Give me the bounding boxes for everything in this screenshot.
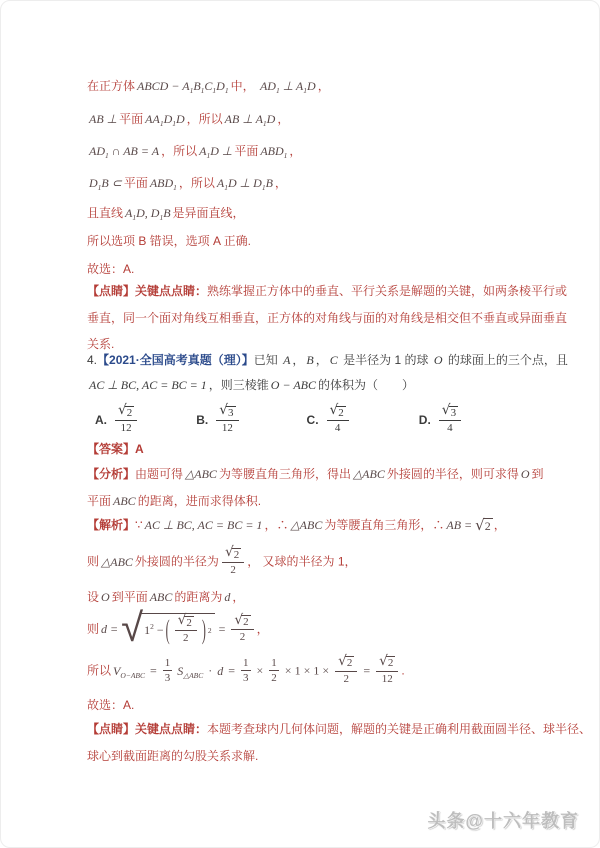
chinese-text: 中， [230, 79, 258, 93]
chinese-text: 本题考查球内几何体问题，解题的关键是正确利用截面圆半径、球半径、 [207, 721, 592, 736]
text-line-7 [87, 284, 568, 299]
chinese-text: 的距离为 [174, 590, 223, 605]
math-upright-text: 4 [334, 422, 341, 435]
chinese-text: 已知 [253, 353, 282, 367]
chinese-text: ， [292, 353, 305, 367]
math-upright-text: = [225, 663, 239, 678]
math-upright-text: 12 [221, 422, 233, 435]
math-text: $ABD_1$ [260, 144, 288, 160]
fraction-denominator [335, 672, 357, 685]
option-letter: A [135, 442, 144, 457]
subscript: 1 [224, 183, 229, 192]
text-line-12 [87, 402, 549, 435]
math-text: ABCD − $A_1B_1C_1D_1$ [137, 79, 229, 95]
math-text: AB ⊥ [89, 112, 118, 126]
math-text: d [217, 663, 224, 678]
fraction-denominator [231, 630, 253, 643]
chinese-text: ，所以 [178, 176, 215, 190]
fraction [241, 657, 251, 684]
text-line-4 [87, 206, 549, 221]
chinese-text: 4. [87, 353, 98, 367]
fraction-numerator [115, 402, 137, 421]
math-text: ABC [149, 590, 173, 605]
fraction-denominator [175, 631, 197, 644]
fraction [376, 653, 398, 685]
math-upright-text: 1 [243, 656, 249, 669]
fraction [269, 657, 279, 684]
chinese-text: 为等腰直角三角形，∴ [324, 518, 445, 533]
fraction-denominator [163, 671, 173, 684]
math-text: △ABC [290, 518, 323, 533]
chinese-text: 平面 [87, 494, 112, 509]
superscript: 2 [150, 622, 154, 632]
fraction [231, 611, 253, 644]
fraction-numerator [231, 611, 253, 631]
square-root [118, 402, 134, 419]
fraction-denominator [115, 421, 137, 434]
radical-sign-icon: √ [379, 653, 388, 670]
math-text: $AD_1$ ⊥ $A_1D$ [259, 79, 316, 95]
radical-sign-icon: √ [338, 653, 347, 670]
text-line-5 [87, 234, 549, 249]
chinese-text: 外接圆的半径，则可求得 [386, 467, 519, 482]
label-text: 【2021·全国高考真题（理）】 [97, 353, 254, 367]
math-text: $D_1B$ ⊂ [89, 176, 122, 192]
subscript: 1 [262, 119, 267, 128]
fraction [216, 402, 238, 435]
label-text: 【解析】 [87, 518, 136, 533]
text-line-22 [87, 721, 592, 737]
fraction-denominator [439, 421, 461, 434]
math-text: △ABC [101, 554, 133, 569]
math-text: C [329, 353, 338, 367]
chinese-text: 则 [87, 554, 100, 569]
subscript: 1 [283, 151, 288, 160]
math-upright-text: 2 [186, 616, 192, 629]
subscript: 1 [105, 151, 109, 160]
fraction-denominator [327, 421, 349, 434]
math-upright-text: 2 [233, 548, 240, 561]
fraction-numerator [327, 402, 349, 421]
text-line-0 [87, 79, 549, 94]
math-upright-text: × [253, 663, 267, 678]
fraction-numerator [269, 657, 279, 671]
chinese-text: 是异面直线， [172, 206, 245, 220]
math-upright-text: 1 [164, 656, 171, 669]
math-text: O [433, 353, 443, 367]
text-line-11 [87, 378, 549, 393]
math-text: AB ⊥ $A_1D$ [224, 112, 276, 128]
chinese-text: 是半径为 1 的球 [339, 353, 432, 367]
math-upright-text: = [360, 663, 374, 678]
chinese-text: . [401, 663, 405, 678]
chinese-text: ，则三棱锥 [208, 378, 269, 392]
fraction-numerator [376, 653, 398, 672]
chinese-text: ， [317, 79, 330, 93]
fraction-numerator [175, 612, 197, 631]
text-line-15 [87, 494, 549, 509]
option-letter: B. [196, 413, 209, 427]
subscript: 1 [159, 213, 164, 222]
fraction-denominator [222, 563, 244, 576]
math-text: O [520, 467, 530, 482]
square-root [475, 515, 493, 534]
subscript: 1 [173, 183, 177, 192]
math-upright-text: 2 [338, 406, 344, 419]
chinese-text: ， [493, 518, 506, 533]
math-upright-text: 2 [182, 631, 189, 644]
fraction [163, 657, 173, 684]
fraction [335, 653, 357, 685]
subscript: 1 [303, 86, 308, 95]
chinese-text: 的体积为（ ） [318, 378, 415, 392]
option-letter: A. [95, 413, 107, 427]
math-text: B [306, 353, 314, 367]
chinese-text: 外接圆的半径为 [134, 554, 219, 569]
label-text: 【点睛】关键点点睛： [87, 284, 208, 298]
math-upright-text: 4 [447, 422, 453, 435]
fraction-denominator [216, 421, 238, 434]
chinese-text: 由题可得 [135, 467, 184, 482]
square-root [234, 611, 250, 629]
chinese-text: 所以选项 B 错误，选项 A 正确. [87, 234, 252, 248]
subscript: 1 [132, 213, 137, 222]
fraction-denominator [269, 671, 279, 684]
math-upright-text: 3 [228, 406, 234, 419]
math-upright-text: 3 [243, 672, 249, 685]
chinese-text: ∵ [135, 518, 143, 533]
math-upright-text: 1 [271, 656, 277, 669]
math-text: ABC [113, 494, 136, 509]
math-text: $ABD_1$ [149, 176, 177, 192]
subscript: 1 [200, 86, 205, 95]
option-letter: C. [306, 413, 319, 427]
math-upright-text: 3 [450, 406, 457, 419]
radical-sign-icon: √ [121, 605, 144, 652]
math-upright-text: 2 [387, 657, 394, 670]
text-line-10 [87, 353, 568, 368]
chinese-text: ， [289, 144, 302, 158]
label-text: 【答案】 [87, 442, 136, 457]
radical-sign-icon: √ [224, 544, 234, 561]
text-line-14 [87, 467, 549, 482]
radical-sign-icon: √ [219, 402, 229, 419]
math-upright-text: 2 [230, 564, 236, 576]
square-root [379, 653, 395, 670]
math-upright-text: = [147, 663, 160, 678]
square-root [441, 402, 458, 419]
chinese-text: 到 [531, 467, 544, 482]
text-line-16 [87, 515, 549, 534]
chinese-text: 且直线 [87, 206, 124, 220]
math-upright-text: 12 [381, 672, 393, 685]
fraction-numerator [241, 657, 251, 671]
math-text: d [224, 590, 231, 605]
text-line-9 [87, 337, 549, 352]
text-line-20 [87, 653, 549, 686]
text-line-19 [87, 605, 549, 652]
text-line-21 [87, 698, 549, 713]
subscript: 1 [261, 183, 266, 192]
math-text: d = [101, 622, 119, 637]
square-root [224, 544, 241, 561]
math-text: $A_1D$ ⊥ $D_1B$ [216, 176, 273, 192]
option-letter: D. [418, 413, 431, 427]
chinese-text: 垂直，同一个面对角线互相垂直，正方体的对角线与面的对角线是相交但不垂直或异面垂直 [87, 311, 568, 325]
chinese-text: 关系. [87, 337, 115, 351]
math-upright-text: × 1 × 1 × [281, 663, 333, 678]
fraction-denominator [241, 671, 251, 684]
square-root [329, 402, 346, 419]
chinese-text: ，所以 [186, 112, 223, 126]
math-text: $A_1D$, $D_1B$ [125, 206, 171, 222]
math-text: $S_{\triangle ABC}$ [177, 663, 204, 680]
square-root [177, 612, 194, 629]
text-line-2 [87, 144, 549, 159]
text-line-13 [87, 442, 549, 457]
chinese-text: 故选：A. [87, 697, 135, 712]
fraction-denominator [376, 672, 398, 685]
fraction-numerator [222, 544, 244, 563]
chinese-text: ， [274, 176, 287, 190]
label-text: 【分析】 [87, 467, 136, 482]
label-text: 【点睛】关键点点睛： [87, 721, 208, 736]
fraction [439, 402, 461, 435]
chinese-text: 所以 [87, 663, 112, 678]
math-upright-text: 2 [239, 631, 246, 644]
chinese-text: 设 [87, 590, 100, 605]
subscript: 1 [224, 86, 229, 95]
chinese-text: ， 又球的半径为 1， [247, 554, 357, 569]
math-text: AC ⊥ BC, AC = BC = 1 [144, 518, 263, 533]
subscript: 1 [172, 119, 176, 128]
chinese-text: 平面 [234, 144, 259, 158]
chinese-text: 平面 [119, 112, 144, 126]
fraction [327, 402, 349, 435]
big-paren: ( [165, 613, 170, 646]
math-text: $A_1D$ ⊥ [199, 144, 233, 160]
math-upright-text: $1^2$ − [144, 622, 164, 638]
chinese-text: 的距离，进而求得体积. [137, 494, 262, 509]
square-root [219, 402, 235, 419]
radical-sign-icon: √ [177, 612, 187, 629]
square-root [338, 653, 354, 670]
fraction-numerator [216, 402, 238, 421]
math-text: AB = [446, 518, 473, 533]
math-upright-text: 12 [120, 422, 132, 435]
square-root [121, 605, 215, 652]
subscript: 1 [212, 86, 217, 95]
chinese-text: 为等腰直角三角形，得出 [218, 467, 351, 482]
math-upright-text: · [205, 663, 216, 678]
chinese-text: ， [232, 590, 245, 605]
text-line-18 [87, 590, 549, 605]
chinese-text: 在正方体 [87, 79, 136, 93]
math-text: O [101, 590, 110, 605]
text-line-6 [87, 262, 549, 277]
fraction [222, 544, 244, 576]
subscript: △ABC [183, 670, 204, 680]
radical-sign-icon: √ [441, 402, 451, 419]
big-paren: ) [201, 613, 206, 646]
math-upright-text: 2 [343, 672, 349, 685]
subscript: 1 [275, 86, 280, 95]
math-upright-text: 2 [126, 406, 133, 419]
math-text: O − ABC [270, 378, 317, 392]
text-line-17 [87, 544, 549, 577]
radicand: $1^2$ − ( √ 2 2 ) 2 [141, 613, 215, 647]
radical-sign-icon: √ [475, 515, 485, 534]
radical-sign-icon: √ [329, 402, 339, 419]
chinese-text: ， [277, 112, 290, 126]
chinese-text: ， [256, 622, 269, 637]
radical-sign-icon: √ [118, 402, 127, 419]
chinese-text: 熟练掌握正方体中的垂直、平行关系是解题的关键，如两条棱平行或 [207, 284, 568, 298]
subscript: O−ABC [120, 670, 146, 680]
fraction-numerator [335, 653, 357, 672]
text-line-23 [87, 749, 549, 764]
subscript: 1 [97, 183, 102, 192]
chinese-text: ，∴ [264, 518, 289, 533]
watermark: 头条@十六年教育 [427, 811, 579, 831]
subscript: 1 [206, 151, 211, 160]
chinese-text: 到平面 [111, 590, 148, 605]
math-upright-text: 2 [346, 657, 353, 670]
math-text: $V_{O-ABC}$ [113, 663, 146, 680]
chinese-text: ， [315, 353, 328, 367]
chinese-text: 则 [87, 622, 100, 637]
math-upright-text: 3 [164, 672, 171, 685]
chinese-text: 球心到截面距离的勾股关系求解. [87, 748, 259, 763]
text-line-3 [87, 176, 549, 191]
math-text: △ABC [185, 467, 217, 482]
fraction [115, 402, 137, 435]
chinese-text: 平面 [123, 176, 148, 190]
chinese-text: 故选：A. [87, 262, 135, 276]
math-upright-text: 2 [243, 616, 249, 628]
math-upright-text: = [215, 622, 229, 637]
document-content [1, 1, 599, 764]
chinese-text: ，所以 [161, 144, 198, 158]
fraction [175, 612, 197, 644]
subscript: 1 [189, 86, 194, 95]
text-line-1 [87, 112, 549, 127]
math-text: A [283, 353, 291, 367]
math-text: $AA_1D_1D$ [145, 112, 185, 128]
math-text: △ABC [352, 467, 385, 482]
math-text: $AD_1$ ∩ AB = A [89, 144, 160, 160]
radical-sign-icon: √ [234, 611, 244, 628]
math-upright-text: 2 [271, 672, 277, 685]
fraction-numerator [439, 402, 461, 421]
subscript: 1 [159, 119, 164, 128]
chinese-text: 的球面上的三个点，且 [444, 353, 568, 367]
math-text: AC ⊥ BC, AC = BC = 1 [89, 378, 207, 392]
fraction-numerator [163, 657, 173, 671]
math-upright-text: 2 [484, 519, 491, 534]
text-line-8 [87, 311, 568, 326]
